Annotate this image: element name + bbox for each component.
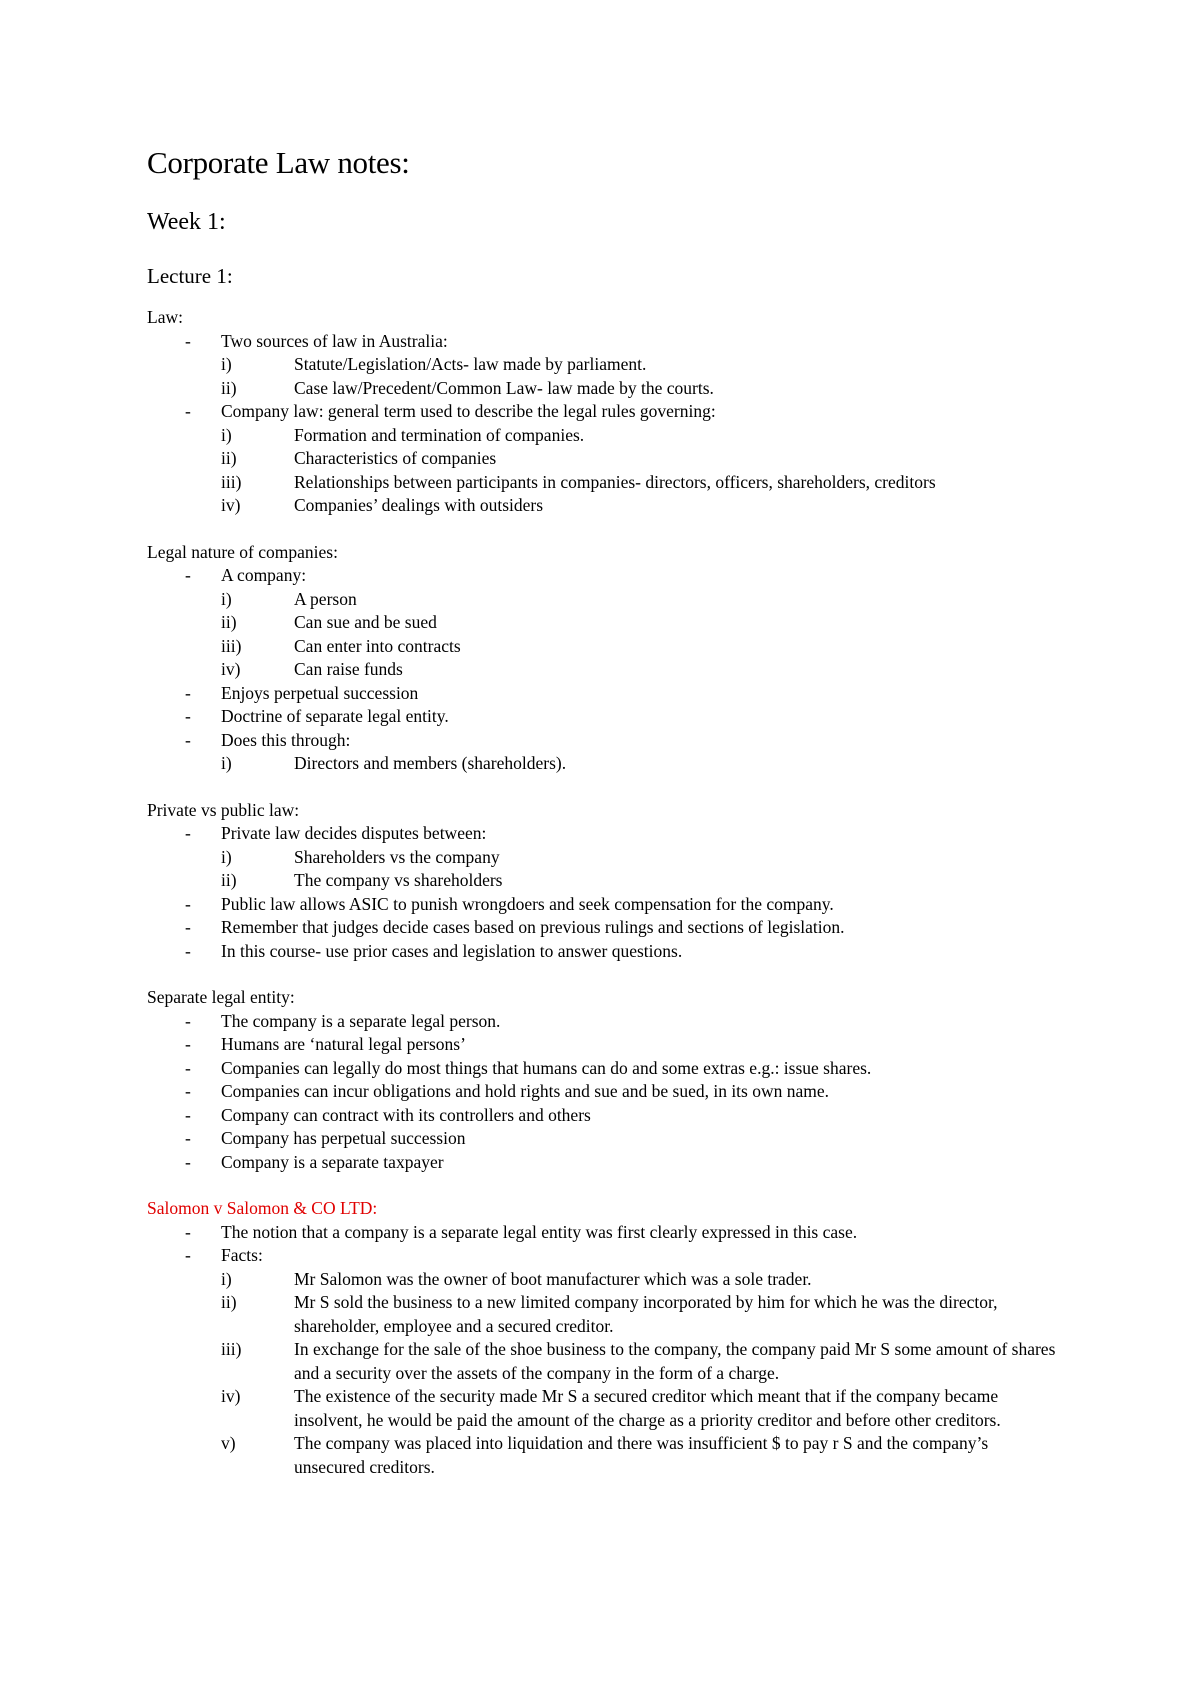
bullet-item bbox=[147, 330, 1060, 354]
roman-numeral-marker: i) bbox=[221, 588, 232, 609]
bullet-text: A company: bbox=[221, 565, 307, 586]
roman-numeral-marker: iii) bbox=[221, 471, 242, 492]
bullet-text: Remember that judges decide cases based on previous rulings and sections of legislation. bbox=[221, 917, 845, 938]
bullet-item bbox=[147, 400, 1060, 424]
sub-list-item bbox=[147, 1291, 1060, 1338]
bullet-text: The notion that a company is a separate legal entity was first clearly expressed in this case. bbox=[221, 1221, 858, 1242]
bullet-item bbox=[147, 1244, 1060, 1268]
dash-bullet-icon: - bbox=[185, 1151, 191, 1172]
dash-bullet-icon: - bbox=[185, 565, 191, 586]
sub-list-text: The company was placed into liquidation and there was insufficient $ to pay r S and the company’s unsecured creditors. bbox=[294, 1433, 989, 1477]
section-heading: Private vs public law: bbox=[147, 799, 300, 820]
bullet-text: Public law allows ASIC to punish wrongdoers and seek compensation for the company. bbox=[221, 893, 834, 914]
dash-bullet-icon: - bbox=[185, 401, 191, 422]
dash-bullet-icon: - bbox=[185, 1081, 191, 1102]
sub-list-text: In exchange for the sale of the shoe business to the company, the company paid Mr S some amount of shares and a security over the assets of the company in the form of a charge. bbox=[294, 1339, 1056, 1383]
sub-list-item bbox=[147, 846, 1060, 870]
roman-numeral-marker: ii) bbox=[221, 448, 237, 469]
notes-body bbox=[147, 306, 1060, 1479]
roman-numeral-marker: iii) bbox=[221, 635, 242, 656]
bullet-item bbox=[147, 1057, 1060, 1081]
sub-list-item bbox=[147, 611, 1060, 635]
bullet-text: Does this through: bbox=[221, 729, 351, 750]
sub-list-item bbox=[147, 447, 1060, 471]
dash-bullet-icon: - bbox=[185, 1104, 191, 1125]
sub-list-text: Can enter into contracts bbox=[294, 635, 461, 656]
sub-list-item bbox=[147, 471, 1060, 495]
dash-bullet-icon: - bbox=[185, 1057, 191, 1078]
sub-list-text: Relationships between participants in companies- directors, officers, shareholders, creditors bbox=[294, 471, 936, 492]
sub-list-text: Statute/Legislation/Acts- law made by parliament. bbox=[294, 354, 647, 375]
sub-list-text: Mr S sold the business to a new limited company incorporated by him for which he was the director, shareholder, employee and a secured creditor. bbox=[294, 1292, 998, 1336]
bullet-item bbox=[147, 1221, 1060, 1245]
dash-bullet-icon: - bbox=[185, 1034, 191, 1055]
bullet-item bbox=[147, 1127, 1060, 1151]
sub-list-text: Formation and termination of companies. bbox=[294, 424, 585, 445]
notes-section bbox=[147, 986, 1060, 1174]
sub-list-item bbox=[147, 1432, 1060, 1479]
bullet-item bbox=[147, 1080, 1060, 1104]
bullet-item bbox=[147, 940, 1060, 964]
bullet-item bbox=[147, 729, 1060, 753]
bullet-text: Companies can legally do most things that humans can do and some extras e.g.: issue shares. bbox=[221, 1057, 872, 1078]
bullet-item bbox=[147, 1010, 1060, 1034]
page-title: Corporate Law notes: bbox=[147, 145, 410, 180]
sub-list-text: The company vs shareholders bbox=[294, 870, 503, 891]
sub-list-text: Companies’ dealings with outsiders bbox=[294, 495, 544, 516]
roman-numeral-marker: iv) bbox=[221, 659, 241, 680]
dash-bullet-icon: - bbox=[185, 1221, 191, 1242]
roman-numeral-marker: i) bbox=[221, 424, 232, 445]
case-heading: Salomon v Salomon & CO LTD: bbox=[147, 1198, 378, 1219]
sub-list-text: Can sue and be sued bbox=[294, 612, 437, 633]
sub-list-text: Directors and members (shareholders). bbox=[294, 753, 567, 774]
sub-list-item bbox=[147, 494, 1060, 518]
bullet-item bbox=[147, 916, 1060, 940]
sub-list-text: A person bbox=[294, 588, 357, 609]
section-heading: Separate legal entity: bbox=[147, 987, 295, 1008]
dash-bullet-icon: - bbox=[185, 682, 191, 703]
roman-numeral-marker: ii) bbox=[221, 377, 237, 398]
sub-list-text: Mr Salomon was the owner of boot manufacturer which was a sole trader. bbox=[294, 1268, 812, 1289]
bullet-text: In this course- use prior cases and legislation to answer questions. bbox=[221, 940, 683, 961]
dash-bullet-icon: - bbox=[185, 1128, 191, 1149]
bullet-text: Humans are ‘natural legal persons’ bbox=[221, 1034, 466, 1055]
roman-numeral-marker: iv) bbox=[221, 1386, 241, 1407]
sub-list-item bbox=[147, 588, 1060, 612]
sub-list-item bbox=[147, 424, 1060, 448]
dash-bullet-icon: - bbox=[185, 823, 191, 844]
sub-list-item bbox=[147, 752, 1060, 776]
sub-list-text: Can raise funds bbox=[294, 659, 403, 680]
roman-numeral-marker: iii) bbox=[221, 1339, 242, 1360]
section-heading: Legal nature of companies: bbox=[147, 541, 338, 562]
bullet-text: Two sources of law in Australia: bbox=[221, 330, 448, 351]
bullet-text: The company is a separate legal person. bbox=[221, 1010, 501, 1031]
bullet-text: Facts: bbox=[221, 1245, 263, 1266]
bullet-item bbox=[147, 822, 1060, 846]
dash-bullet-icon: - bbox=[185, 1245, 191, 1266]
week-heading: Week 1: bbox=[147, 208, 226, 235]
roman-numeral-marker: v) bbox=[221, 1433, 236, 1454]
notes-section bbox=[147, 306, 1060, 518]
sub-list-item bbox=[147, 377, 1060, 401]
bullet-item bbox=[147, 682, 1060, 706]
dash-bullet-icon: - bbox=[185, 940, 191, 961]
lecture-heading: Lecture 1: bbox=[147, 264, 233, 289]
dash-bullet-icon: - bbox=[185, 893, 191, 914]
sub-list-item bbox=[147, 353, 1060, 377]
bullet-text: Companies can incur obligations and hold rights and sue and be sued, in its own name. bbox=[221, 1081, 830, 1102]
roman-numeral-marker: ii) bbox=[221, 612, 237, 633]
bullet-item bbox=[147, 564, 1060, 588]
sub-list-item bbox=[147, 1268, 1060, 1292]
bullet-item bbox=[147, 1033, 1060, 1057]
roman-numeral-marker: ii) bbox=[221, 1292, 237, 1313]
bullet-item bbox=[147, 1151, 1060, 1175]
sub-list-text: Shareholders vs the company bbox=[294, 846, 500, 867]
roman-numeral-marker: ii) bbox=[221, 870, 237, 891]
sub-list-item bbox=[147, 635, 1060, 659]
sub-list-item bbox=[147, 869, 1060, 893]
bullet-item bbox=[147, 893, 1060, 917]
bullet-item bbox=[147, 705, 1060, 729]
roman-numeral-marker: i) bbox=[221, 354, 232, 375]
bullet-item bbox=[147, 1104, 1060, 1128]
section-heading: Law: bbox=[147, 307, 183, 328]
dash-bullet-icon: - bbox=[185, 917, 191, 938]
bullet-text: Doctrine of separate legal entity. bbox=[221, 706, 449, 727]
bullet-text: Company has perpetual succession bbox=[221, 1128, 466, 1149]
bullet-text: Enjoys perpetual succession bbox=[221, 682, 419, 703]
roman-numeral-marker: i) bbox=[221, 1268, 232, 1289]
bullet-text: Company can contract with its controllers and others bbox=[221, 1104, 591, 1125]
dash-bullet-icon: - bbox=[185, 729, 191, 750]
bullet-text: Private law decides disputes between: bbox=[221, 823, 487, 844]
sub-list-item bbox=[147, 658, 1060, 682]
notes-section bbox=[147, 1197, 1060, 1479]
sub-list-text: Characteristics of companies bbox=[294, 448, 497, 469]
sub-list-item bbox=[147, 1385, 1060, 1432]
dash-bullet-icon: - bbox=[185, 1010, 191, 1031]
roman-numeral-marker: iv) bbox=[221, 495, 241, 516]
roman-numeral-marker: i) bbox=[221, 753, 232, 774]
bullet-text: Company law: general term used to describe the legal rules governing: bbox=[221, 401, 716, 422]
roman-numeral-marker: i) bbox=[221, 846, 232, 867]
sub-list-text: Case law/Precedent/Common Law- law made by the courts. bbox=[294, 377, 714, 398]
dash-bullet-icon: - bbox=[185, 706, 191, 727]
sub-list-item bbox=[147, 1338, 1060, 1385]
sub-list-text: The existence of the security made Mr S a secured creditor which meant that if the company became insolvent, he would be paid the amount of the charge as a priority creditor and before other creditors. bbox=[294, 1386, 1001, 1430]
dash-bullet-icon: - bbox=[185, 330, 191, 351]
bullet-text: Company is a separate taxpayer bbox=[221, 1151, 444, 1172]
notes-section bbox=[147, 541, 1060, 776]
notes-section bbox=[147, 799, 1060, 964]
